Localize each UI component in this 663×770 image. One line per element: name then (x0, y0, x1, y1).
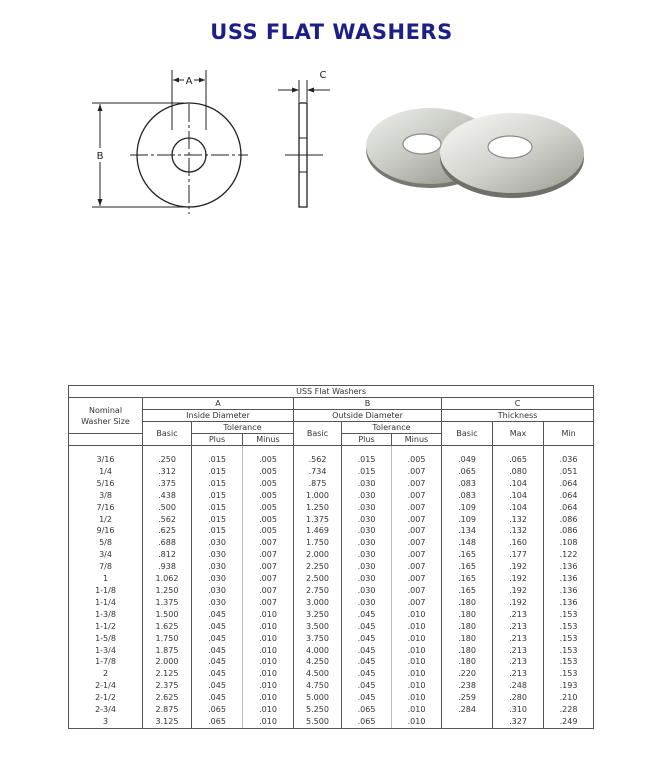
b-basic-cell: 5.000 (294, 692, 342, 704)
c-max-header: Max (493, 422, 544, 446)
a-plus-cell: .015 (192, 502, 243, 514)
c-max-cell: .132 (493, 514, 544, 526)
c-basic-cell: .134 (442, 525, 493, 537)
a-plus-cell: .030 (192, 597, 243, 609)
a-basic-cell: .812 (143, 549, 192, 561)
c-basic-cell: .220 (442, 668, 493, 680)
c-min-cell: .153 (544, 621, 594, 633)
table-row (69, 549, 594, 561)
a-basic-cell: .625 (143, 525, 192, 537)
a-minus-cell: .010 (243, 680, 294, 692)
dimension-label-c: C (319, 70, 327, 81)
a-plus-cell: .030 (192, 573, 243, 585)
c-max-cell: .104 (493, 490, 544, 502)
b-plus-cell: .045 (342, 609, 392, 621)
c-max-cell: .213 (493, 621, 544, 633)
b-minus-cell: .007 (392, 585, 442, 597)
table-row (69, 502, 594, 514)
a-minus-cell: .010 (243, 668, 294, 680)
a-minus-cell: .010 (243, 621, 294, 633)
c-min-cell: .153 (544, 668, 594, 680)
c-max-cell: .192 (493, 573, 544, 585)
b-basic-cell: 1.750 (294, 537, 342, 549)
nominal-size-cell: 1-1/2 (69, 621, 143, 633)
c-max-cell: .160 (493, 537, 544, 549)
b-minus-cell: .010 (392, 609, 442, 621)
b-plus-cell: .030 (342, 525, 392, 537)
b-minus-cell: .007 (392, 525, 442, 537)
c-basic-header: Basic (442, 422, 493, 446)
c-max-cell: .213 (493, 633, 544, 645)
c-basic-cell: .180 (442, 609, 493, 621)
b-minus-cell: .007 (392, 514, 442, 526)
a-basic-cell: 1.250 (143, 585, 192, 597)
table-row (69, 633, 594, 645)
a-plus-cell: .045 (192, 668, 243, 680)
nominal-size-cell: 9/16 (69, 525, 143, 537)
c-basic-cell: .180 (442, 656, 493, 668)
b-minus-cell: .007 (392, 502, 442, 514)
a-minus-cell: .005 (243, 514, 294, 526)
c-max-cell: .177 (493, 549, 544, 561)
a-plus-cell: .045 (192, 645, 243, 657)
a-basic-cell: 1.062 (143, 573, 192, 585)
c-basic-cell: .109 (442, 502, 493, 514)
table-row (69, 692, 594, 704)
b-plus-cell: .030 (342, 561, 392, 573)
table-row (69, 680, 594, 692)
c-min-cell: .136 (544, 573, 594, 585)
c-min-cell: .153 (544, 645, 594, 657)
table-row (69, 621, 594, 633)
a-minus-header: Minus (243, 434, 294, 446)
a-minus-cell: .005 (243, 466, 294, 478)
b-plus-header: Plus (342, 434, 392, 446)
b-minus-cell: .007 (392, 573, 442, 585)
c-basic-cell: .165 (442, 561, 493, 573)
a-basic-cell: 2.875 (143, 704, 192, 716)
b-plus-cell: .045 (342, 621, 392, 633)
c-min-cell: .136 (544, 561, 594, 573)
a-basic-cell: 1.875 (143, 645, 192, 657)
c-max-cell: .104 (493, 502, 544, 514)
a-plus-cell: .015 (192, 454, 243, 466)
b-plus-cell: .045 (342, 668, 392, 680)
c-max-cell: .104 (493, 478, 544, 490)
a-basic-cell: .938 (143, 561, 192, 573)
c-basic-cell: .180 (442, 621, 493, 633)
c-max-cell: .327 (493, 716, 544, 728)
a-plus-cell: .015 (192, 514, 243, 526)
c-basic-cell: .180 (442, 633, 493, 645)
c-min-cell: .153 (544, 656, 594, 668)
nominal-size-cell: 2-3/4 (69, 704, 143, 716)
b-plus-cell: .030 (342, 502, 392, 514)
b-minus-header: Minus (392, 434, 442, 446)
a-minus-cell: .005 (243, 502, 294, 514)
c-basic-cell: .165 (442, 585, 493, 597)
a-plus-cell: .030 (192, 585, 243, 597)
washer-spec-table-wrapper (68, 385, 593, 729)
b-basic-cell: 4.250 (294, 656, 342, 668)
b-basic-cell: 2.000 (294, 549, 342, 561)
c-min-cell: .064 (544, 490, 594, 502)
c-max-cell: .132 (493, 525, 544, 537)
b-basic-cell: 1.469 (294, 525, 342, 537)
c-basic-cell: .284 (442, 704, 493, 716)
washer-dimension-diagram (80, 64, 340, 224)
b-plus-cell: .015 (342, 454, 392, 466)
nominal-size-cell: 3/8 (69, 490, 143, 502)
a-minus-cell: .005 (243, 525, 294, 537)
a-basic-cell: .500 (143, 502, 192, 514)
table-row (69, 668, 594, 680)
c-max-cell: .310 (493, 704, 544, 716)
c-max-cell: .065 (493, 454, 544, 466)
c-min-cell: .136 (544, 585, 594, 597)
nominal-size-cell: 1/4 (69, 466, 143, 478)
table-row (69, 656, 594, 668)
c-basic-cell: .165 (442, 573, 493, 585)
a-basic-cell: 1.375 (143, 597, 192, 609)
a-minus-cell: .007 (243, 549, 294, 561)
b-tolerance-header: Tolerance (342, 422, 442, 434)
washer-photo (360, 100, 590, 200)
a-plus-cell: .045 (192, 656, 243, 668)
dimension-label-a: A (185, 76, 193, 87)
nominal-size-cell: 3/16 (69, 454, 143, 466)
a-basic-cell: 1.500 (143, 609, 192, 621)
a-minus-cell: .010 (243, 716, 294, 728)
a-minus-cell: .010 (243, 645, 294, 657)
inside-diameter-header: Inside Diameter (143, 410, 294, 422)
nominal-size-cell: 1-3/4 (69, 645, 143, 657)
b-plus-cell: .030 (342, 514, 392, 526)
nominal-size-cell: 5/16 (69, 478, 143, 490)
a-plus-cell: .030 (192, 537, 243, 549)
a-minus-cell: .005 (243, 454, 294, 466)
c-max-cell: .213 (493, 609, 544, 621)
b-plus-cell: .045 (342, 633, 392, 645)
b-minus-cell: .010 (392, 668, 442, 680)
b-basic-cell: 5.250 (294, 704, 342, 716)
col-b-header: B (294, 398, 442, 410)
b-basic-cell: .875 (294, 478, 342, 490)
c-min-cell: .086 (544, 514, 594, 526)
c-max-cell: .192 (493, 597, 544, 609)
b-minus-cell: .007 (392, 597, 442, 609)
a-minus-cell: .010 (243, 704, 294, 716)
table-row (69, 454, 594, 466)
c-min-cell: .210 (544, 692, 594, 704)
nominal-size-cell: 1-3/8 (69, 609, 143, 621)
table-row (69, 585, 594, 597)
c-basic-cell: .148 (442, 537, 493, 549)
a-plus-header: Plus (192, 434, 243, 446)
washer-spec-table (68, 385, 594, 729)
c-basic-cell: .049 (442, 454, 493, 466)
b-plus-cell: .015 (342, 466, 392, 478)
a-plus-cell: .065 (192, 704, 243, 716)
nominal-size-cell: 3 (69, 716, 143, 728)
col-c-header: C (442, 398, 594, 410)
a-minus-cell: .010 (243, 656, 294, 668)
nominal-size-cell: 1-5/8 (69, 633, 143, 645)
c-basic-cell: .083 (442, 478, 493, 490)
b-basic-cell: 5.500 (294, 716, 342, 728)
nominal-header-spacer (69, 434, 143, 446)
b-plus-cell: .030 (342, 573, 392, 585)
a-plus-cell: .045 (192, 633, 243, 645)
b-basic-cell: 3.750 (294, 633, 342, 645)
a-basic-cell: 1.625 (143, 621, 192, 633)
a-basic-cell: .688 (143, 537, 192, 549)
c-basic-cell: .083 (442, 490, 493, 502)
table-row (69, 597, 594, 609)
nominal-size-cell: 2-1/2 (69, 692, 143, 704)
b-plus-cell: .030 (342, 549, 392, 561)
nominal-size-cell: 2-1/4 (69, 680, 143, 692)
table-row (69, 525, 594, 537)
table-row (69, 561, 594, 573)
table-caption: USS Flat Washers (69, 386, 594, 398)
b-minus-cell: .010 (392, 656, 442, 668)
c-basic-cell: .065 (442, 466, 493, 478)
c-basic-cell: .180 (442, 645, 493, 657)
b-basic-cell: .734 (294, 466, 342, 478)
b-basic-cell: 3.250 (294, 609, 342, 621)
c-min-cell: .228 (544, 704, 594, 716)
b-plus-cell: .045 (342, 692, 392, 704)
nominal-size-cell: 2 (69, 668, 143, 680)
b-minus-cell: .007 (392, 466, 442, 478)
nominal-size-cell: 5/8 (69, 537, 143, 549)
c-max-cell: .192 (493, 561, 544, 573)
a-basic-cell: .438 (143, 490, 192, 502)
a-basic-cell: 2.625 (143, 692, 192, 704)
table-row (69, 478, 594, 490)
b-basic-cell: 3.000 (294, 597, 342, 609)
a-plus-cell: .045 (192, 692, 243, 704)
c-min-header: Min (544, 422, 594, 446)
c-min-cell: .249 (544, 716, 594, 728)
c-min-cell: .064 (544, 502, 594, 514)
b-plus-cell: .030 (342, 537, 392, 549)
nominal-size-cell: 3/4 (69, 549, 143, 561)
a-basic-cell: 2.375 (143, 680, 192, 692)
b-minus-cell: .010 (392, 692, 442, 704)
thickness-header: Thickness (442, 410, 594, 422)
a-basic-cell: 1.750 (143, 633, 192, 645)
b-plus-cell: .045 (342, 656, 392, 668)
table-row (69, 466, 594, 478)
a-basic-cell: .375 (143, 478, 192, 490)
a-minus-cell: .010 (243, 692, 294, 704)
a-minus-cell: .005 (243, 478, 294, 490)
c-basic-cell: .109 (442, 514, 493, 526)
outside-diameter-header: Outside Diameter (294, 410, 442, 422)
table-row (69, 573, 594, 585)
b-plus-cell: .030 (342, 490, 392, 502)
c-max-cell: .280 (493, 692, 544, 704)
b-minus-cell: .005 (392, 454, 442, 466)
a-basic-header: Basic (143, 422, 192, 446)
a-plus-cell: .015 (192, 466, 243, 478)
b-basic-cell: 3.500 (294, 621, 342, 633)
b-basic-cell: 1.000 (294, 490, 342, 502)
a-minus-cell: .007 (243, 573, 294, 585)
c-max-cell: .080 (493, 466, 544, 478)
a-minus-cell: .007 (243, 597, 294, 609)
col-a-header: A (143, 398, 294, 410)
nominal-size-cell: 1/2 (69, 514, 143, 526)
nominal-size-cell: 7/16 (69, 502, 143, 514)
table-row (69, 609, 594, 621)
b-minus-cell: .010 (392, 680, 442, 692)
c-basic-cell: .238 (442, 680, 493, 692)
b-minus-cell: .007 (392, 549, 442, 561)
a-minus-cell: .007 (243, 561, 294, 573)
table-row (69, 716, 594, 728)
c-basic-cell: .180 (442, 597, 493, 609)
a-minus-cell: .007 (243, 537, 294, 549)
a-plus-cell: .065 (192, 716, 243, 728)
b-plus-cell: .030 (342, 585, 392, 597)
table-row (69, 704, 594, 716)
b-plus-cell: .045 (342, 645, 392, 657)
c-min-cell: .193 (544, 680, 594, 692)
table-row (69, 645, 594, 657)
b-basic-cell: 4.500 (294, 668, 342, 680)
b-basic-cell: 1.250 (294, 502, 342, 514)
nominal-size-cell: 7/8 (69, 561, 143, 573)
a-plus-cell: .030 (192, 561, 243, 573)
b-minus-cell: .007 (392, 478, 442, 490)
a-plus-cell: .045 (192, 621, 243, 633)
c-min-cell: .153 (544, 609, 594, 621)
a-basic-cell: 3.125 (143, 716, 192, 728)
c-min-cell: .086 (544, 525, 594, 537)
page-title: USS FLAT WASHERS (210, 20, 453, 44)
table-row (69, 537, 594, 549)
b-basic-cell: 2.750 (294, 585, 342, 597)
b-minus-cell: .007 (392, 537, 442, 549)
a-basic-cell: 2.000 (143, 656, 192, 668)
a-basic-cell: .250 (143, 454, 192, 466)
c-min-cell: .108 (544, 537, 594, 549)
b-basic-header: Basic (294, 422, 342, 446)
b-plus-cell: .065 (342, 704, 392, 716)
c-min-cell: .064 (544, 478, 594, 490)
c-min-cell: .136 (544, 597, 594, 609)
a-minus-cell: .010 (243, 633, 294, 645)
a-plus-cell: .015 (192, 490, 243, 502)
c-basic-cell: .259 (442, 692, 493, 704)
b-plus-cell: .030 (342, 597, 392, 609)
c-max-cell: .213 (493, 656, 544, 668)
b-minus-cell: .010 (392, 716, 442, 728)
a-basic-cell: .562 (143, 514, 192, 526)
c-min-cell: .153 (544, 633, 594, 645)
a-basic-cell: 2.125 (143, 668, 192, 680)
nominal-washer-size-header: Nominal Washer Size (69, 398, 143, 434)
c-basic-cell: .165 (442, 549, 493, 561)
b-minus-cell: .010 (392, 704, 442, 716)
a-plus-cell: .045 (192, 609, 243, 621)
b-plus-cell: .030 (342, 478, 392, 490)
a-plus-cell: .030 (192, 549, 243, 561)
b-minus-cell: .007 (392, 490, 442, 502)
b-basic-cell: .562 (294, 454, 342, 466)
b-minus-cell: .010 (392, 621, 442, 633)
c-max-cell: .248 (493, 680, 544, 692)
c-min-cell: .051 (544, 466, 594, 478)
nominal-size-cell: 1-1/8 (69, 585, 143, 597)
nominal-size-cell: 1-1/4 (69, 597, 143, 609)
a-minus-cell: .005 (243, 490, 294, 502)
b-plus-cell: .045 (342, 680, 392, 692)
c-min-cell: .122 (544, 549, 594, 561)
b-minus-cell: .010 (392, 633, 442, 645)
b-minus-cell: .010 (392, 645, 442, 657)
c-max-cell: .192 (493, 585, 544, 597)
table-row (69, 490, 594, 502)
a-plus-cell: .015 (192, 525, 243, 537)
table-row (69, 514, 594, 526)
nominal-size-cell: 1-7/8 (69, 656, 143, 668)
c-basic-cell (442, 716, 493, 728)
c-max-cell: .213 (493, 645, 544, 657)
b-basic-cell: 4.000 (294, 645, 342, 657)
b-basic-cell: 4.750 (294, 680, 342, 692)
a-basic-cell: .312 (143, 466, 192, 478)
a-plus-cell: .015 (192, 478, 243, 490)
c-max-cell: .213 (493, 668, 544, 680)
b-plus-cell: .065 (342, 716, 392, 728)
c-min-cell: .036 (544, 454, 594, 466)
nominal-size-cell: 1 (69, 573, 143, 585)
b-basic-cell: 2.250 (294, 561, 342, 573)
a-minus-cell: .007 (243, 585, 294, 597)
a-tolerance-header: Tolerance (192, 422, 294, 434)
washer-spec-table-body (69, 446, 594, 729)
dimension-label-b: B (96, 151, 104, 162)
a-plus-cell: .045 (192, 680, 243, 692)
b-minus-cell: .007 (392, 561, 442, 573)
b-basic-cell: 1.375 (294, 514, 342, 526)
a-minus-cell: .010 (243, 609, 294, 621)
b-basic-cell: 2.500 (294, 573, 342, 585)
